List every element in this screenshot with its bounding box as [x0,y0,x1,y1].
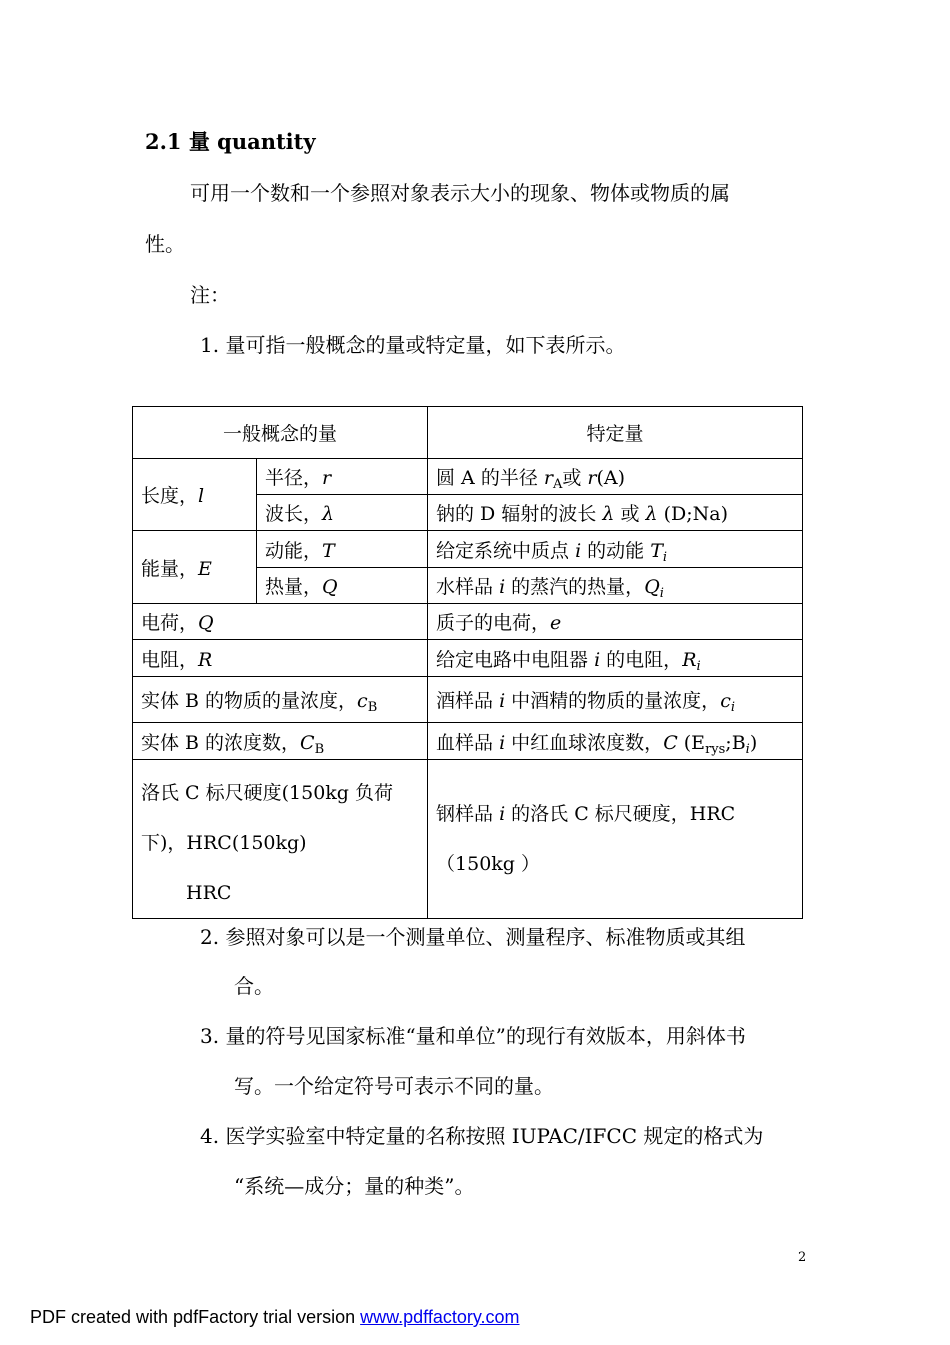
note-4: 4. 医学实验室中特定量的名称按照 IUPAC/IFCC 规定的格式为 [200,1124,764,1148]
table-row [133,459,803,495]
cell-specific-radius: 圆 A 的半径 $r_A$或 r(A) [428,459,803,495]
cell-number-concentration: 实体 B 的浓度数，$C_B$ [133,723,428,760]
cell-charge: 电荷，Q [133,604,428,640]
definition-text: 可用一个数和一个参照对象表示大小的现象、物体或物质的属 [190,181,730,205]
cell-length: 长度，l [133,459,257,531]
page-number: 2 [798,1250,807,1265]
table-row [133,723,803,760]
note-2-cont: 合。 [234,974,274,998]
cell-kinetic: 动能，T [257,531,428,568]
cell-rockwell: 洛氏 C 标尺硬度(150kg 负荷 下)，HRC(150kg) HRC [133,760,428,919]
cell-specific-rockwell: 钢样品 i 的洛氏 C 标尺硬度，HRC （150kg ） [428,760,803,919]
cell-specific-heat: 水样品 i 的蒸汽的热量，$Q_i$ [428,568,803,604]
cell-radius: 半径，r [257,459,428,495]
pdf-footer [30,1307,520,1328]
cell-heat: 热量，Q [257,568,428,604]
footer-link[interactable]: www.pdffactory.com [360,1307,520,1327]
cell-specific-wavelength: 钠的 D 辐射的波长 λ 或 λ (D;Na) [428,495,803,531]
note-1: 1. 量可指一般概念的量或特定量，如下表所示。 [200,333,626,357]
footer-text: PDF created with pdfFactory trial version [30,1307,361,1327]
header-specific-quantity: 特定量 [428,407,803,459]
cell-energy: 能量，E [133,531,257,604]
note-2: 2. 参照对象可以是一个测量单位、测量程序、标准物质或其组 [200,925,746,949]
cell-specific-number-concentration: 血样品 i 中红血球浓度数，C $(E_{rys};B_i)$ [428,723,803,760]
note-4-cont: “系统—成分；量的种类”。 [234,1174,475,1198]
quantity-table [132,406,803,919]
cell-specific-resistance: 给定电路中电阻器 i 的电阻，$R_i$ [428,640,803,677]
cell-resistance: 电阻，R [133,640,428,677]
table-row [133,677,803,723]
note-3: 3. 量的符号见国家标准“量和单位”的现行有效版本，用斜体书 [200,1024,746,1048]
cell-specific-kinetic: 给定系统中质点 i 的动能 $T_i$ [428,531,803,568]
table-row [133,604,803,640]
table-row [133,640,803,677]
cell-wavelength: 波长，λ [257,495,428,531]
definition-text-cont: 性。 [145,232,185,256]
table-row [133,531,803,568]
note-3-cont: 写。一个给定符号可表示不同的量。 [234,1074,554,1098]
table-row [133,760,803,919]
cell-amount-concentration: 实体 B 的物质的量浓度，$c_B$ [133,677,428,723]
note-label: 注： [190,283,230,307]
cell-specific-amount-concentration: 酒样品 i 中酒精的物质的量浓度，$c_i$ [428,677,803,723]
table-header-row [133,407,803,459]
section-heading: 2.1 量 quantity [145,129,316,154]
cell-specific-charge: 质子的电荷，e [428,604,803,640]
header-general-quantity: 一般概念的量 [133,407,428,459]
